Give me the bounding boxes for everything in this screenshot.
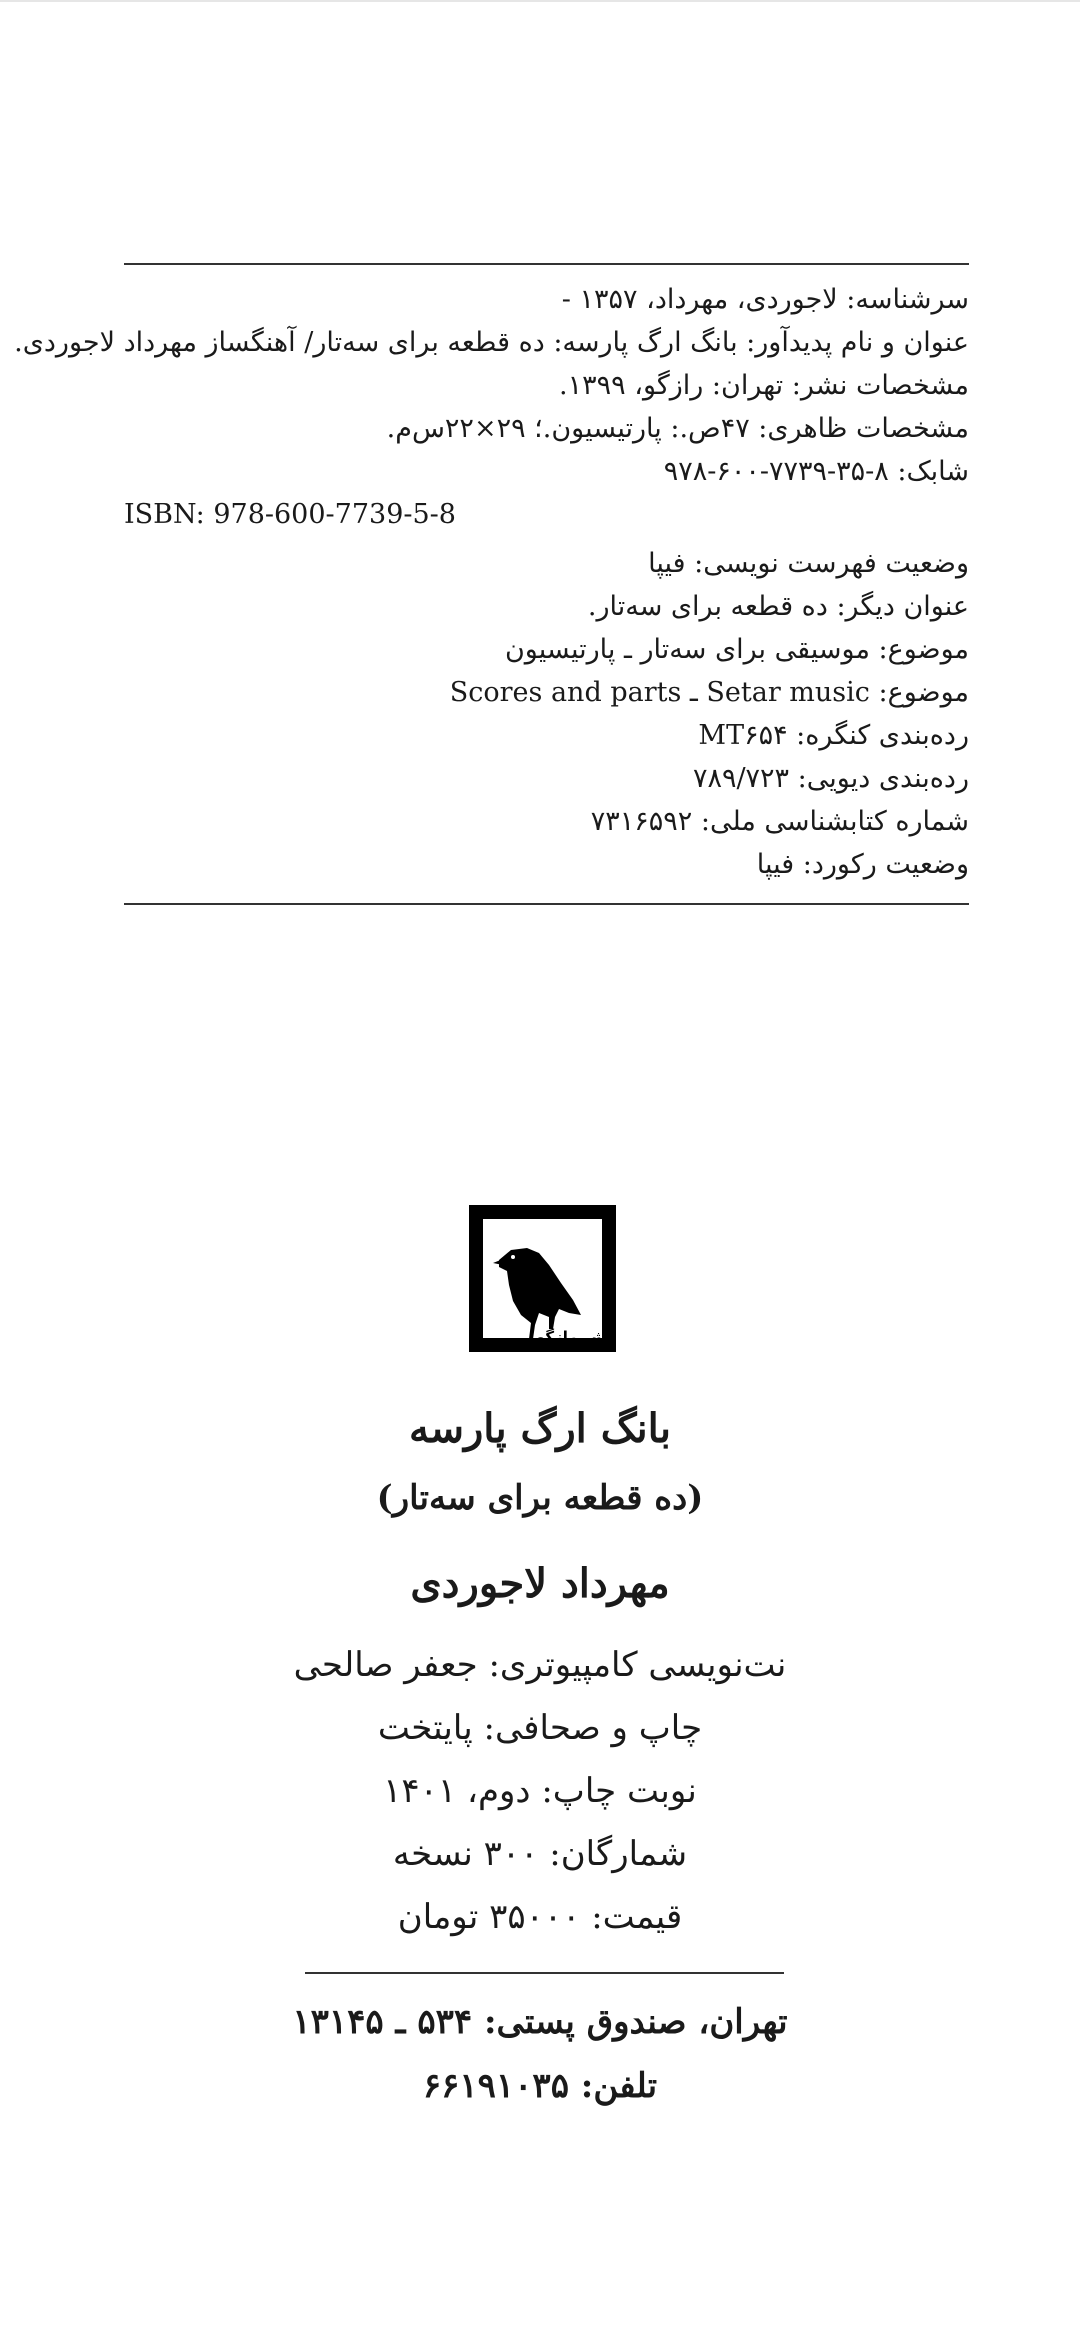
cip-line-national-number: شماره کتابشناسی ملی: ۷۳۱۶۵۹۲ — [590, 806, 969, 837]
printing-credit: چاپ و صحافی: پایتخت — [377, 1708, 703, 1748]
top-divider — [0, 0, 1080, 2]
cip-line-title: عنوان و نام پدیدآور: بانگ ارگ پارسه: ده قطعه برای سه‌تار/ آهنگساز مهرداد لاجوردی. — [14, 327, 969, 358]
cataloging-in-publication-block — [14, 278, 969, 886]
cip-line-publication: مشخصات نشر: تهران: رازگو، ۱۳۹۹. — [559, 370, 969, 401]
cip-line-alt-title: عنوان دیگر: ده قطعه برای سه‌تار. — [587, 591, 969, 622]
cip-line-physical: مشخصات ظاهری: ۴۷ص.: پارتیسیون.؛ ۲۹×۲۲س‌م. — [386, 413, 969, 444]
contact-divider — [305, 1972, 784, 1974]
cip-line-record-status: وضعیت رکورد: فیپا — [756, 849, 969, 880]
book-subtitle: (ده قطعه برای سه‌تار) — [376, 1478, 704, 1518]
print-run: شمارگان: ۳۰۰ نسخه — [392, 1834, 688, 1874]
cip-isbn: ISBN: 978-600-7739-5-8 — [124, 499, 456, 530]
cip-line-shabak: شابک: ۸-۳۵-۷۷۳۹-۶۰۰-۹۷۸ — [663, 456, 969, 487]
cip-line-subject-en: موضوع: Setar music ـ Scores and parts — [449, 677, 969, 708]
price: قیمت: ۳۵۰۰۰ تومان — [397, 1897, 683, 1937]
publisher-phone: تلفن: ۶۶۱۹۱۰۳۵ — [422, 2066, 658, 2106]
typesetting-credit: نت‌نویسی کامپیوتری: جعفر صالحی — [293, 1645, 787, 1685]
publisher-address: تهران، صندوق پستی: ۵۳۴ ـ ۱۳۱۴۵ — [292, 2002, 788, 2042]
publisher-logo — [469, 1205, 616, 1352]
book-title: بانگ ارگ پارسه — [409, 1405, 671, 1452]
cip-line-subject-fa: موضوع: موسیقی برای سه‌تار ـ پارتیسیون — [504, 634, 969, 665]
book-author: مهرداد لاجوردی — [410, 1560, 670, 1607]
cip-top-rule — [124, 263, 969, 265]
edition-info: نوبت چاپ: دوم، ۱۴۰۱ — [383, 1771, 697, 1811]
cip-bottom-rule — [124, 903, 969, 905]
cip-line-main-entry: سرشناسه: لاجوردی، مهرداد، ۱۳۵۷ - — [561, 284, 969, 315]
cip-line-status: وضعیت فهرست نویسی: فیپا — [648, 548, 969, 579]
cip-line-congress: رده‌بندی کنگره: MT۶۵۴ — [698, 720, 969, 751]
publisher-name-logo: نشر رازگو — [536, 1328, 612, 1346]
cip-line-dewey: رده‌بندی دیویی: ۷۸۹/۷۲۳ — [692, 763, 969, 794]
